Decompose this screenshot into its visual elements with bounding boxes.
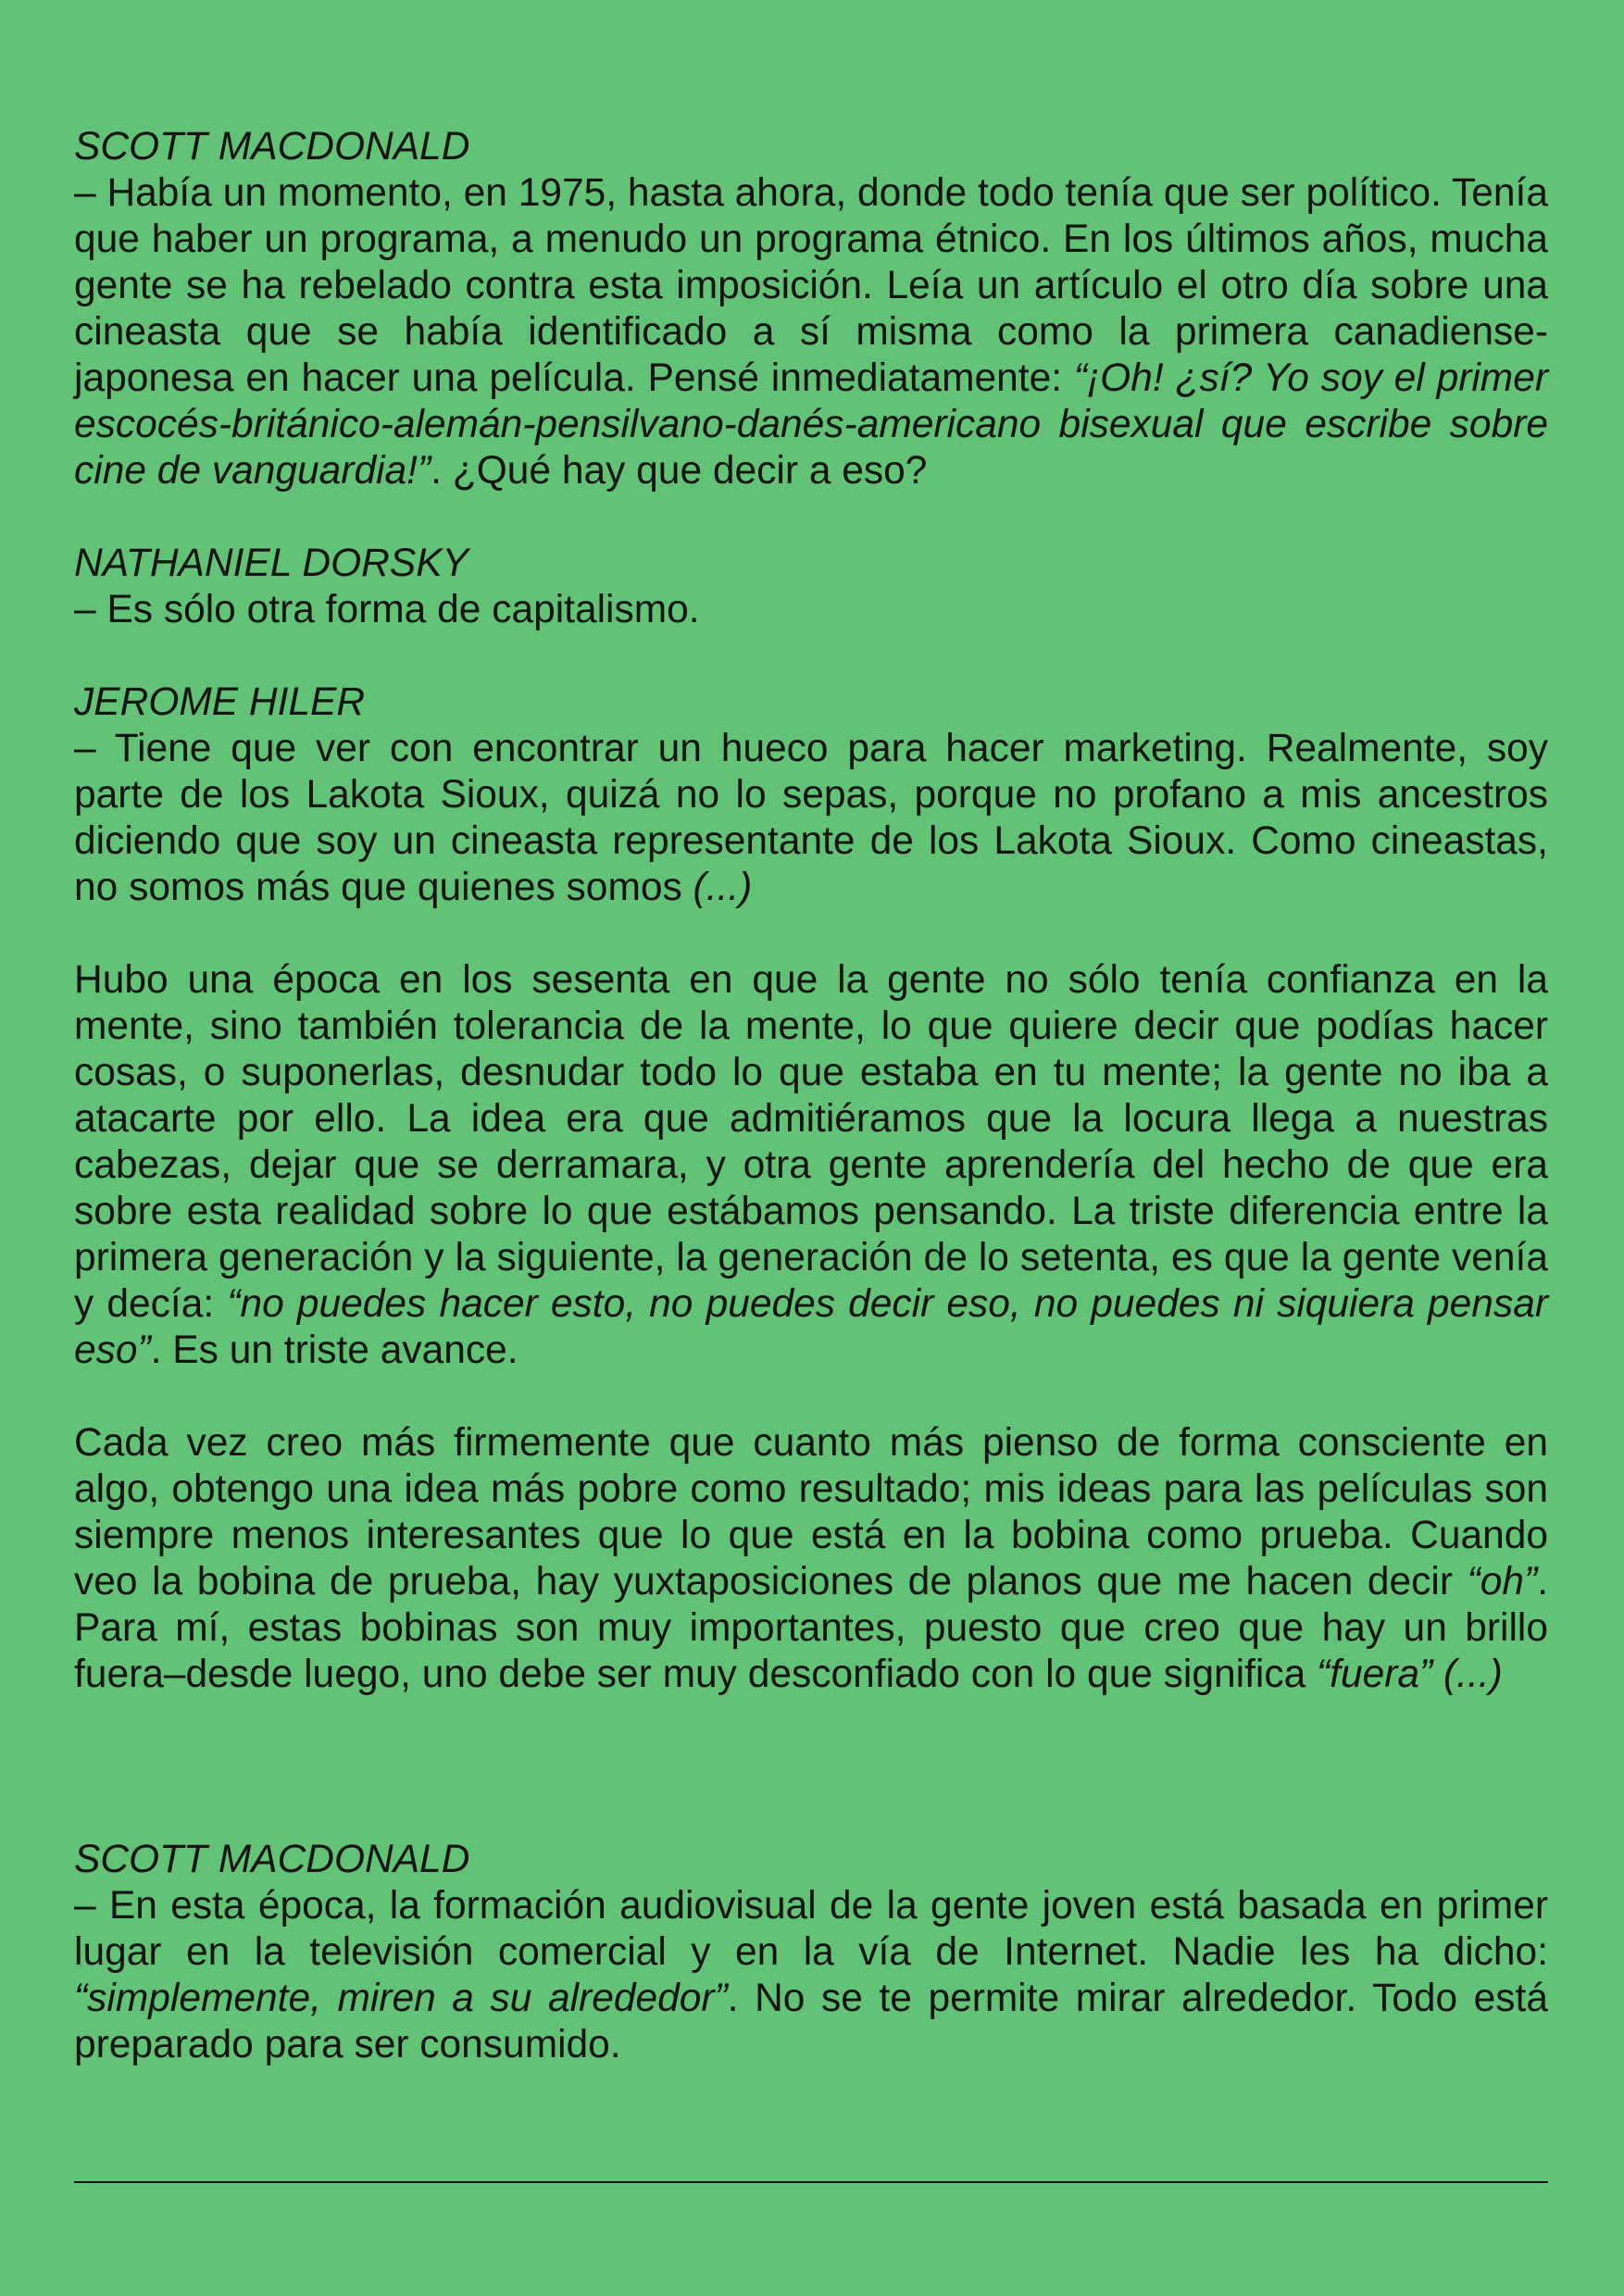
text-run: – Había un momento, en 1975, hasta ahora, donde todo tenía que ser político. Tenía que haber un programa, a menudo un programa étnico. En los últimos años, mucha gente se ha rebelado contra esta imposición. Leía un artículo el otro día sobre una cineasta que se había identificado a sí misma como la primera canadiense-japonesa en hacer una película. Pensé inmediatamente: bbox=[74, 171, 1548, 400]
italic-quote: “fuera” (...) bbox=[1317, 1653, 1503, 1696]
speaker-name: JEROME HILER bbox=[74, 680, 366, 724]
text-run: Cada vez creo más firmemente que cuanto más pienso de forma consciente en algo, obtengo una idea más pobre como resultado; mis ideas para las películas son siempre menos interesantes que lo que está en la bobina como prueba. Cuando veo la bobina de prueba, hay yuxtaposiciones de planos que me hacen decir bbox=[74, 1421, 1548, 1603]
italic-quote: “oh” bbox=[1467, 1560, 1538, 1603]
speaker-name: NATHANIEL DORSKY bbox=[74, 542, 468, 585]
text-run: – En esta época, la formación audiovisual de la gente joven está basada en primer lugar en la televisión comercial y en la vía de Internet. Nadie les ha dicho: bbox=[74, 1884, 1548, 1974]
speech-paragraph bbox=[74, 587, 1548, 633]
text-run: – Es sólo otra forma de capitalismo. bbox=[74, 588, 700, 631]
italic-quote: “simplemente, miren a su alrededor” bbox=[74, 1977, 728, 2020]
spacer bbox=[74, 633, 1548, 680]
text-run: – Tiene que ver con encontrar un hueco para hacer marketing. Realmente, soy parte de los Lakota Sioux, quizá no lo sepas, porque no profano a mis ancestros diciendo que soy un cineasta representante de los Lakota Sioux. Como cineastas, no somos más que quienes somos bbox=[74, 727, 1548, 909]
spacer bbox=[74, 1374, 1548, 1420]
document-body bbox=[74, 124, 1548, 2068]
speech-paragraph bbox=[74, 1883, 1548, 2068]
italic-quote: “¡Oh! ¿sí? Yo soy el primer escocés-británico-alemán-pensilvano-danés-americano bisexual que escribe sobre cine de vanguardia!” bbox=[74, 356, 1549, 493]
speaker-name: SCOTT MACDONALD bbox=[74, 125, 470, 168]
speaker-name: SCOTT MACDONALD bbox=[74, 1838, 470, 1881]
text-run: . Para mí, estas bobinas son muy importantes, puesto que creo que hay un brillo fuera–desde luego, uno debe ser muy desconfiado con lo que significa bbox=[74, 1560, 1548, 1696]
text-run: . No se te permite mirar alrededor. Todo está preparado para ser consumido. bbox=[74, 1977, 1549, 2066]
italic-quote: “no puedes hacer esto, no puedes decir eso, no puedes ni siquiera pensar eso” bbox=[74, 1282, 1548, 1372]
text-run: . Es un triste avance. bbox=[150, 1329, 518, 1372]
text-run: Hubo una época en los sesenta en que la gente no sólo tenía confianza en la mente, sino también tolerancia de la mente, lo que quiere decir que podías hacer cosas, o suponerlas, desnudar todo lo que estaba en tu mente; la gente no iba a atacarte por ello. La idea era que admitiéramos que la locura llega a nuestras cabezas, dejar que se derramara, y otra gente aprendería del hecho de que era sobre esta realidad sobre lo que estábamos pensando. La triste diferencia entre la primera generación y la siguiente, la generación de lo setenta, es que la gente venía y decía: bbox=[74, 958, 1548, 1326]
speech-paragraph bbox=[74, 957, 1548, 1374]
italic-ellipsis: (...) bbox=[693, 866, 753, 909]
speech-paragraph bbox=[74, 170, 1548, 494]
spacer bbox=[74, 494, 1548, 541]
spacer bbox=[74, 911, 1548, 957]
speech-paragraph bbox=[74, 1420, 1548, 1698]
speech-paragraph bbox=[74, 726, 1548, 911]
text-run: . ¿Qué hay que decir a eso? bbox=[431, 449, 928, 493]
spacer bbox=[74, 1698, 1548, 1837]
bottom-rule-divider bbox=[74, 2181, 1548, 2183]
